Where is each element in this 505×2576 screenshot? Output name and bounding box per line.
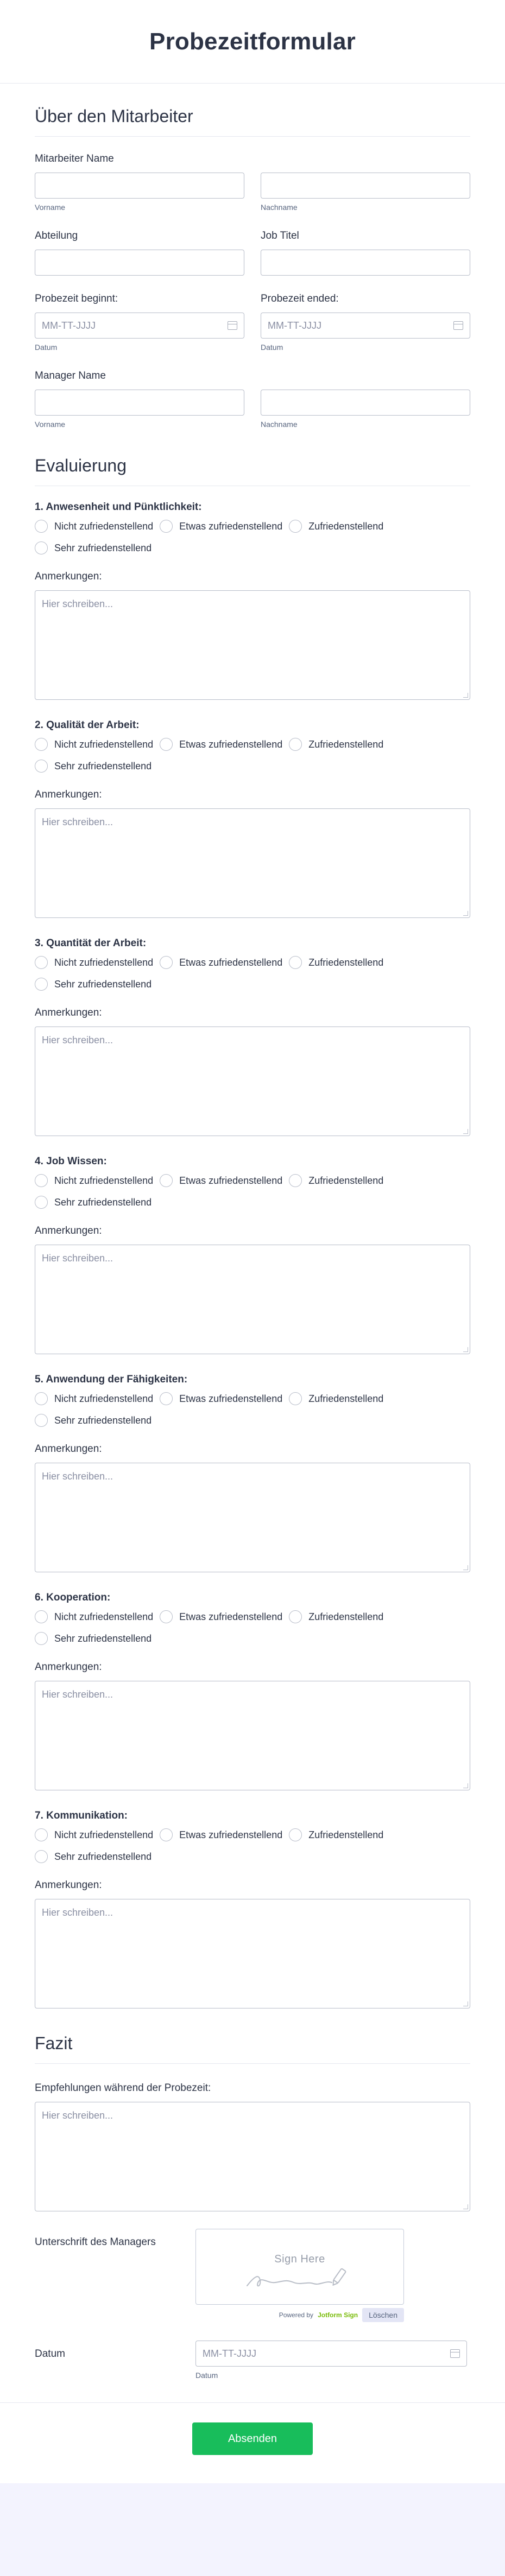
radio-circle-icon[interactable]: [35, 1392, 48, 1405]
department-label: Abteilung: [35, 230, 78, 241]
rating-option-label: Etwas zufriedenstellend: [179, 1393, 283, 1404]
probation-end-placeholder: MM-TT-JJJJ: [268, 320, 321, 331]
rating-option[interactable]: [35, 520, 153, 533]
rating-option[interactable]: [35, 760, 152, 773]
manager-last-name-input[interactable]: [261, 390, 470, 416]
rating-option[interactable]: [35, 956, 153, 969]
rating-option[interactable]: [35, 738, 153, 751]
rating-option-label: Zufriedenstellend: [308, 1393, 384, 1404]
rating-option-label: Nicht zufriedenstellend: [54, 738, 154, 750]
criterion-label: 1. Anwesenheit und Pünktlichkeit:: [35, 501, 202, 513]
rating-option[interactable]: [35, 1632, 152, 1645]
radio-circle-icon[interactable]: [289, 520, 302, 533]
criterion-block: [0, 719, 505, 918]
form-title: Probezeitformular: [149, 28, 356, 55]
rating-option-label: Sehr zufriedenstellend: [54, 1851, 152, 1862]
radio-circle-icon[interactable]: [289, 1174, 302, 1187]
rating-option[interactable]: [160, 1174, 282, 1187]
radio-circle-icon[interactable]: [160, 520, 173, 533]
rating-option-label: Zufriedenstellend: [308, 1175, 384, 1186]
rating-option[interactable]: [35, 1828, 153, 1841]
submit-area: [0, 2402, 505, 2483]
rating-radio-group: [35, 520, 437, 554]
radio-circle-icon[interactable]: [35, 1632, 48, 1645]
rating-option-label: Etwas zufriedenstellend: [179, 520, 283, 532]
department-input[interactable]: [35, 250, 244, 276]
employee-first-name-input[interactable]: [35, 173, 244, 199]
manager-first-name-input[interactable]: [35, 390, 244, 416]
jotform-sign-brand: Jotform Sign: [318, 2311, 358, 2319]
radio-circle-icon[interactable]: [160, 738, 173, 751]
comments-textarea[interactable]: Hier schreiben...: [35, 1026, 470, 1136]
radio-circle-icon[interactable]: [160, 1828, 173, 1841]
radio-circle-icon[interactable]: [160, 1392, 173, 1405]
probation-dates-row: [0, 293, 505, 352]
rating-option-label: Sehr zufriedenstellend: [54, 542, 152, 553]
conclusion-section-header: [0, 2008, 505, 2064]
criterion-block: [0, 938, 505, 1136]
employee-last-name-input[interactable]: [261, 173, 470, 199]
rating-option-label: Sehr zufriedenstellend: [54, 978, 152, 990]
rating-option[interactable]: [160, 520, 282, 533]
criterion-label: 3. Quantität der Arbeit:: [35, 938, 147, 949]
rating-option-label: Sehr zufriedenstellend: [54, 1414, 152, 1426]
comments-textarea[interactable]: Hier schreiben...: [35, 1463, 470, 1572]
department-jobtitle-row: [0, 230, 505, 276]
rating-option[interactable]: [35, 1392, 153, 1405]
conclusion-date-input[interactable]: [195, 2341, 467, 2367]
signature-pad[interactable]: [195, 2229, 404, 2305]
radio-circle-icon[interactable]: [35, 1174, 48, 1187]
conclusion-date-label: Datum: [35, 2348, 65, 2360]
criterion-label: 2. Qualität der Arbeit:: [35, 719, 140, 731]
radio-circle-icon[interactable]: [35, 956, 48, 969]
signature-scribble-icon: [244, 2254, 369, 2294]
rating-option[interactable]: [35, 978, 152, 991]
rating-option-label: Etwas zufriedenstellend: [179, 1175, 283, 1186]
employee-first-name-sublabel: Vorname: [35, 203, 66, 212]
rating-option-label: Etwas zufriedenstellend: [179, 738, 283, 750]
employee-name-label: Mitarbeiter Name: [35, 153, 114, 164]
probation-start-sublabel: Datum: [35, 343, 58, 352]
rating-option[interactable]: [160, 738, 282, 751]
rating-option-label: Sehr zufriedenstellend: [54, 1633, 152, 1644]
employee-section-title: Über den Mitarbeiter: [35, 106, 470, 137]
radio-circle-icon[interactable]: [35, 738, 48, 751]
criterion-block: [0, 1156, 505, 1354]
rating-option-label: Nicht zufriedenstellend: [54, 957, 154, 968]
rating-option[interactable]: [289, 1828, 383, 1841]
comments-textarea[interactable]: Hier schreiben...: [35, 590, 470, 700]
radio-circle-icon[interactable]: [289, 1828, 302, 1841]
radio-circle-icon[interactable]: [289, 1610, 302, 1623]
conclusion-date-sublabel: Datum: [195, 2371, 218, 2380]
signature-label: Unterschrift des Managers: [35, 2236, 156, 2248]
rating-option[interactable]: [35, 1850, 152, 1863]
sign-here-text: Sign Here: [274, 2253, 325, 2265]
calendar-icon[interactable]: [453, 321, 463, 330]
probation-start-placeholder: MM-TT-JJJJ: [42, 320, 96, 331]
rating-option[interactable]: [160, 1392, 282, 1405]
radio-circle-icon[interactable]: [35, 1610, 48, 1623]
rating-option-label: Etwas zufriedenstellend: [179, 1611, 283, 1622]
comments-label: Anmerkungen:: [35, 1007, 102, 1018]
clear-signature-button[interactable]: Löschen: [362, 2308, 404, 2322]
rating-option[interactable]: [289, 956, 383, 969]
criterion-label: 5. Anwendung der Fähigkeiten:: [35, 1374, 188, 1385]
job-title-label: Job Titel: [261, 230, 299, 241]
manager-last-name-sublabel: Nachname: [261, 420, 298, 429]
conclusion-date-field: [0, 2341, 505, 2380]
evaluation-section-header: [0, 429, 505, 486]
employee-name-field: [0, 153, 505, 212]
rating-option-label: Nicht zufriedenstellend: [54, 1175, 154, 1186]
employee-section-header: [0, 84, 505, 137]
rating-option-label: Nicht zufriedenstellend: [54, 1393, 154, 1404]
criterion-block: [0, 1592, 505, 1790]
rating-option-label: Zufriedenstellend: [308, 738, 384, 750]
rating-option[interactable]: [35, 1414, 152, 1427]
rating-radio-group: [35, 956, 437, 991]
probation-start-date-input[interactable]: [35, 313, 244, 339]
rating-option-label: Etwas zufriedenstellend: [179, 957, 283, 968]
comments-textarea[interactable]: Hier schreiben...: [35, 1681, 470, 1790]
rating-option-label: Zufriedenstellend: [308, 957, 384, 968]
form-header: [0, 0, 505, 84]
rating-option[interactable]: [160, 1828, 282, 1841]
comments-label: Anmerkungen:: [35, 1661, 102, 1673]
rating-radio-group: [35, 1610, 437, 1645]
rating-option[interactable]: [35, 541, 152, 554]
criterion-block: [0, 1374, 505, 1572]
recommendations-label: Empfehlungen während der Probezeit:: [35, 2082, 211, 2094]
conclusion-section-title: Fazit: [35, 2033, 470, 2064]
comments-label: Anmerkungen:: [35, 571, 102, 582]
rating-option[interactable]: [289, 520, 383, 533]
rating-option[interactable]: [35, 1610, 153, 1623]
rating-option[interactable]: [289, 738, 383, 751]
calendar-icon[interactable]: [228, 321, 237, 330]
rating-option-label: Nicht zufriedenstellend: [54, 1611, 154, 1622]
comments-label: Anmerkungen:: [35, 1443, 102, 1455]
radio-circle-icon[interactable]: [289, 1392, 302, 1405]
comments-label: Anmerkungen:: [35, 1879, 102, 1891]
comments-textarea[interactable]: Hier schreiben...: [35, 1245, 470, 1354]
calendar-icon[interactable]: [450, 2349, 460, 2358]
manager-name-label: Manager Name: [35, 370, 106, 381]
manager-first-name-sublabel: Vorname: [35, 420, 66, 429]
rating-radio-group: [35, 1392, 437, 1427]
criteria-list: [0, 501, 505, 2008]
criterion-block: [0, 1810, 505, 2008]
probation-end-date-input[interactable]: [261, 313, 470, 339]
rating-option[interactable]: [289, 1392, 383, 1405]
radio-circle-icon[interactable]: [289, 738, 302, 751]
rating-option[interactable]: [289, 1610, 383, 1623]
probation-end-sublabel: Datum: [261, 343, 283, 352]
rating-option[interactable]: [35, 1196, 152, 1209]
probation-start-label: Probezeit beginnt:: [35, 293, 118, 304]
signature-field: [0, 2229, 505, 2322]
rating-radio-group: [35, 1174, 437, 1209]
signature-footer: [195, 2308, 404, 2322]
rating-radio-group: [35, 738, 437, 773]
radio-circle-icon[interactable]: [35, 1850, 48, 1863]
radio-circle-icon[interactable]: [35, 520, 48, 533]
powered-by-text: Powered by: [279, 2311, 314, 2319]
rating-option-label: Etwas zufriedenstellend: [179, 1829, 283, 1840]
submit-button[interactable]: Absenden: [192, 2422, 313, 2455]
evaluation-section-title: Evaluierung: [35, 456, 470, 486]
radio-circle-icon[interactable]: [160, 956, 173, 969]
radio-circle-icon[interactable]: [35, 978, 48, 991]
conclusion-date-placeholder: MM-TT-JJJJ: [203, 2348, 256, 2359]
radio-circle-icon[interactable]: [35, 1828, 48, 1841]
radio-circle-icon[interactable]: [35, 541, 48, 554]
rating-option-label: Zufriedenstellend: [308, 1829, 384, 1840]
comments-textarea[interactable]: Hier schreiben...: [35, 1899, 470, 2008]
rating-option[interactable]: [35, 1174, 153, 1187]
rating-option[interactable]: [289, 1174, 383, 1187]
radio-circle-icon[interactable]: [160, 1174, 173, 1187]
radio-circle-icon[interactable]: [35, 1414, 48, 1427]
radio-circle-icon[interactable]: [35, 760, 48, 773]
rating-option[interactable]: [160, 1610, 282, 1623]
radio-circle-icon[interactable]: [289, 956, 302, 969]
job-title-input[interactable]: [261, 250, 470, 276]
rating-option-label: Zufriedenstellend: [308, 520, 384, 532]
rating-option-label: Nicht zufriedenstellend: [54, 520, 154, 532]
radio-circle-icon[interactable]: [160, 1610, 173, 1623]
radio-circle-icon[interactable]: [35, 1196, 48, 1209]
comments-label: Anmerkungen:: [35, 1225, 102, 1236]
criterion-label: 6. Kooperation:: [35, 1592, 111, 1603]
comments-label: Anmerkungen:: [35, 789, 102, 800]
criterion-label: 7. Kommunikation:: [35, 1810, 128, 1821]
rating-option-label: Sehr zufriedenstellend: [54, 760, 152, 771]
recommendations-field: [0, 2082, 505, 2211]
employee-last-name-sublabel: Nachname: [261, 203, 298, 212]
rating-option[interactable]: [160, 956, 282, 969]
rating-option-label: Zufriedenstellend: [308, 1611, 384, 1622]
rating-option-label: Nicht zufriedenstellend: [54, 1829, 154, 1840]
rating-option-label: Sehr zufriedenstellend: [54, 1196, 152, 1208]
criterion-label: 4. Job Wissen:: [35, 1156, 107, 1167]
manager-name-field: [0, 370, 505, 429]
comments-textarea[interactable]: Hier schreiben...: [35, 808, 470, 918]
probation-end-label: Probezeit ended:: [261, 293, 339, 304]
recommendations-textarea[interactable]: Hier schreiben...: [35, 2102, 470, 2211]
rating-radio-group: [35, 1828, 437, 1863]
criterion-block: [0, 501, 505, 700]
